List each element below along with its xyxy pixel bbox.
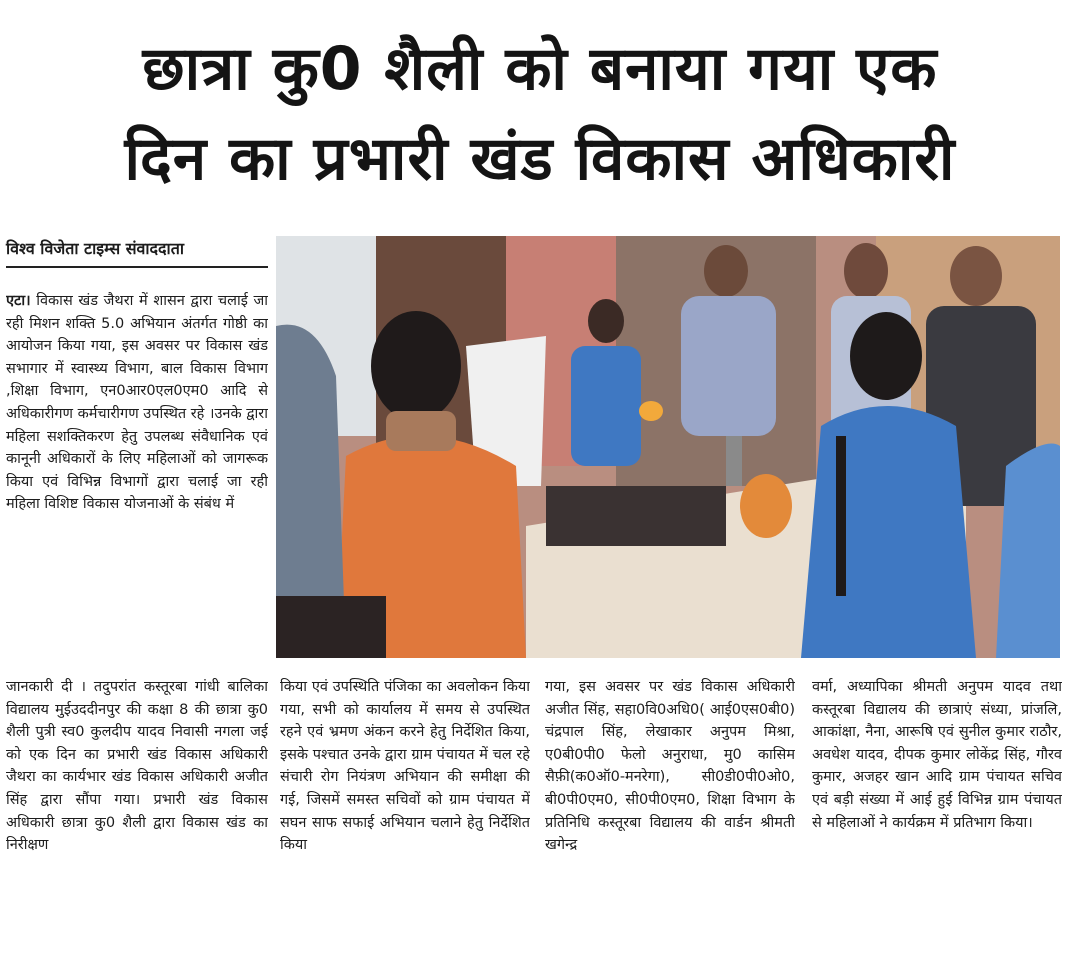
article-column-1-top xyxy=(6,290,268,666)
byline: विश्व विजेता टाइम्स संवाददाता xyxy=(6,239,184,258)
headline-line-1: छात्रा कु0 शैली को बनाया गया एक xyxy=(142,34,938,104)
article-text-1-top: विकास खंड जैथरा में शासन द्वारा चलाई जा रही मिशन शक्ति 5.0 अभियान अंतर्गत गोष्ठी का आयोजन किया गया, इस अवसर पर विकास खंड सभागार में स्वास्थ्य विभाग, बाल विकास विभाग ,शिक्षा विभाग, एन0आर0एल0एम0 आदि से अधिकारीगण कर्मचारीगण उपस्थित रहे ।उनके द्वारा महिला सशक्तिकरण हेतु उपलब्ध संवैधानिक एवं कानूनी अधिकारों के लिए महिलाओं को जागरूक किया एवं विभिन्न विभागों द्वारा चलाई जा रही महिला विशिष्ट विकास योजनाओं के संबंध में xyxy=(6,293,268,513)
headline-line-2: दिन का प्रभारी खंड विकास अधिकारी xyxy=(124,124,956,194)
article-column-3: गया, इस अवसर पर खंड विकास अधिकारी अजीत सिंह, सहा0वि0अधि0( आई0एस0बी0) चंद्रपाल सिंह, लेखाकार अनुपम मिश्रा, ए0बी0पी0 फेलो अनुराधा, मु0 कासिम सैफ़ी(क0ऑ0-मनरेगा), सी0डी0पी0ओ0, बी0पी0एम0, सी0पी0एम0, शिक्षा विभाग के प्रतिनिधि कस्तूरबा विद्यालय की वार्डन श्रीमती खगेन्द्र xyxy=(545,679,795,854)
article-column-4: वर्मा, अध्यापिका श्रीमती अनुपम यादव तथा कस्तूरबा विद्यालय की छात्राएं संध्या, प्रांजलि, आकांक्षा, नैना, आरूषि एवं सुनील कुमार राठौर, अवधेश यादव, दीपक कुमार लोकेंद्र सिंह, गौरव कुमार, अजहर खान आदि ग्राम पंचायत सचिव एवं बड़ी संख्या में आई हुई विभिन्न ग्राम पंचायत से महिलाओं ने कार्यक्रम में प्रतिभाग किया। xyxy=(812,679,1062,831)
news-photo xyxy=(276,236,1060,658)
byline-divider xyxy=(6,266,268,268)
headline xyxy=(14,24,1066,204)
article-column-1-bottom: जानकारी दी । तदुपरांत कस्तूरबा गांधी बालिका विद्यालय मुईउददीनपुर की कक्षा 8 की छात्रा कु0 शैली पुत्री स्व0 कुलदीप यादव निवासी नगला जई को एक दिन का प्रभारी खंड विकास अधिकारी जैथरा का कार्यभार खंड विकास अधिकारी अजीत सिंह द्वारा सौंपा गया। प्रभारी खंड विकास अधिकारी छात्रा कु0 शैली द्वारा विकास खंड का निरीक्षण xyxy=(6,679,268,854)
dateline: एटा। xyxy=(6,293,31,309)
article-column-2: किया एवं उपस्थिति पंजिका का अवलोकन किया गया, सभी को कार्यालय में समय से उपस्थित रहने एवं भ्रमण अंकन करने हेतु निर्देशित किया, इसके पश्चात उनके द्वारा ग्राम पंचायत में चल रहे संचारी रोग नियंत्रण अभियान की समीक्षा की गई, जिसमें समस्त सचिवों को ग्राम पंचायत में सघन साफ सफाई अभियान चलाने हेतु निर्देशित किया xyxy=(280,679,530,854)
